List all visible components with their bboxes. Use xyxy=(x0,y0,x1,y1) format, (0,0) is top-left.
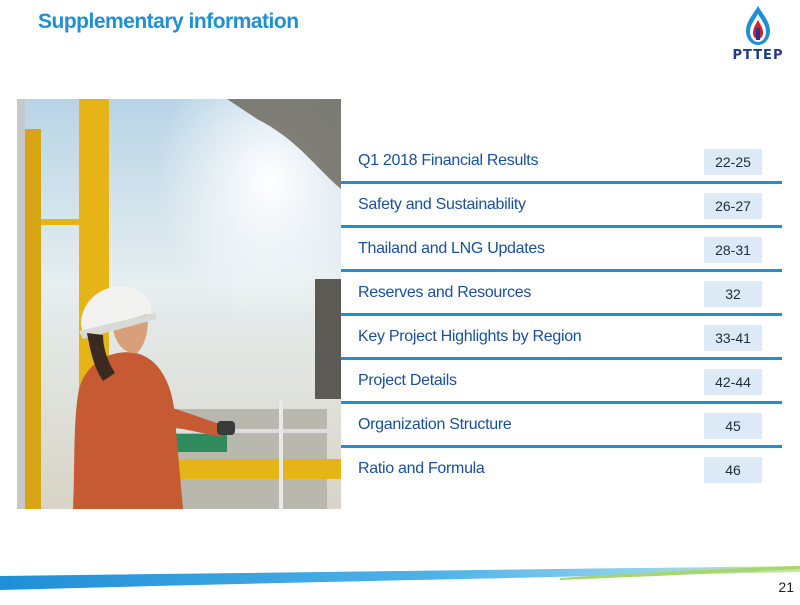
index-row-label: Ratio and Formula xyxy=(358,460,485,477)
index-row-thailand-lng[interactable] xyxy=(341,228,782,272)
index-row-organization-structure[interactable] xyxy=(341,404,782,448)
pttep-logo xyxy=(722,4,794,68)
index-row-pages: 42-44 xyxy=(704,369,762,395)
index-row-label: Project Details xyxy=(358,372,457,389)
index-row-financial-results[interactable] xyxy=(341,140,782,184)
flame-drop-icon xyxy=(722,4,794,48)
index-row-pages: 22-25 xyxy=(704,149,762,175)
index-row-label: Thailand and LNG Updates xyxy=(358,240,545,257)
index-row-label: Safety and Sustainability xyxy=(358,196,526,213)
page-number: 21 xyxy=(778,579,794,595)
page-title: Supplementary information xyxy=(38,10,299,33)
index-row-label: Q1 2018 Financial Results xyxy=(358,152,539,169)
hero-photo xyxy=(17,99,341,509)
index-row-pages: 46 xyxy=(704,457,762,483)
index-row-label: Key Project Highlights by Region xyxy=(358,328,582,345)
index-row-pages: 32 xyxy=(704,281,762,307)
index-row-ratio-formula[interactable] xyxy=(341,448,782,492)
index-row-safety-sustainability[interactable] xyxy=(341,184,782,228)
logo-wordmark: PTTEP xyxy=(732,48,784,63)
contents-index xyxy=(341,140,782,492)
index-row-label: Organization Structure xyxy=(358,416,512,433)
index-row-pages: 26-27 xyxy=(704,193,762,219)
index-row-pages: 45 xyxy=(704,413,762,439)
index-row-project-details[interactable] xyxy=(341,360,782,404)
index-row-label: Reserves and Resources xyxy=(358,284,532,301)
index-row-pages: 33-41 xyxy=(704,325,762,351)
index-row-reserves-resources[interactable] xyxy=(341,272,782,316)
index-row-pages: 28-31 xyxy=(704,237,762,263)
index-row-key-project-highlights[interactable] xyxy=(341,316,782,360)
footer-swoosh xyxy=(0,560,800,600)
